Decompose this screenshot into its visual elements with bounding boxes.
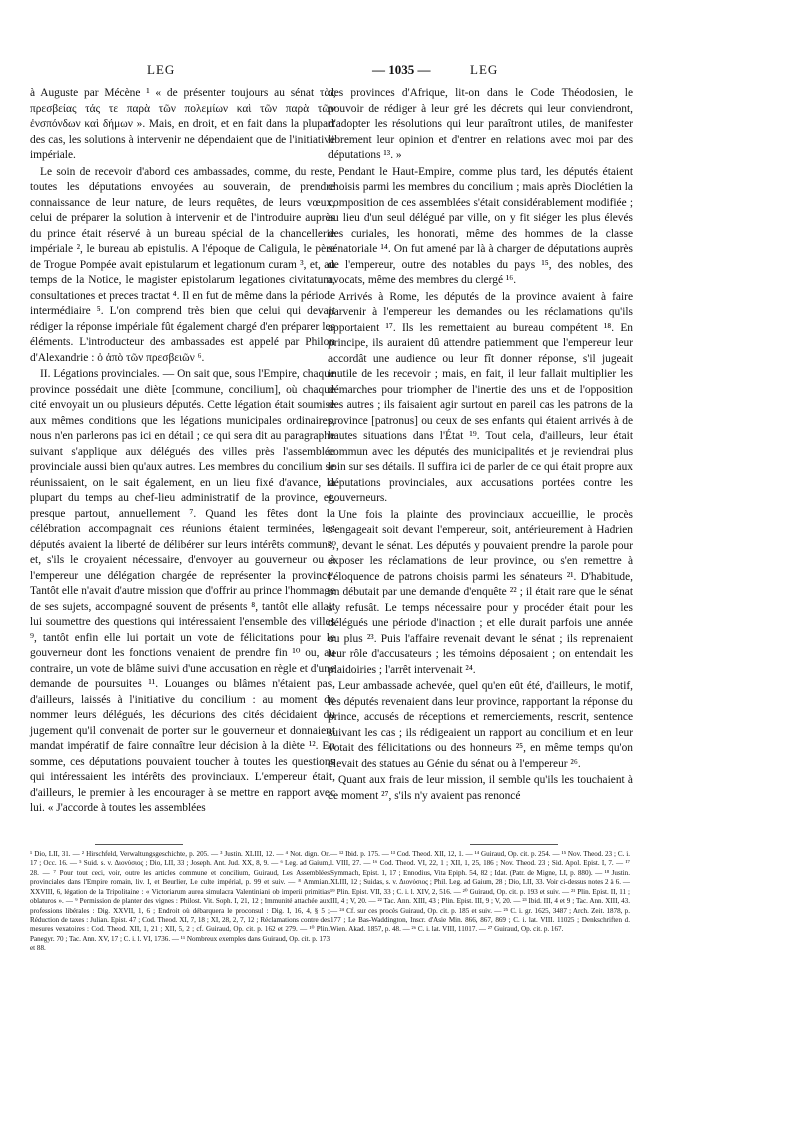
- right-column: [328, 86, 633, 805]
- paragraph: Leur ambassade achevée, quel qu'en eût été, d'ailleurs, le motif, les députés revenaient dans leur province, rapportant la réponse du prince, accusés de réceptions et remerciements, rescrit, sentence suivant les cas ; ils rédigeaient un rapport au concilium et en leur votait des félicitations ou des honneurs ²⁵, en même temps qu'on élevait des statues au Génie du sénat ou à l'empereur ²⁶.: [328, 680, 633, 770]
- page-number: — 1035 —: [372, 62, 431, 77]
- left-column: [30, 86, 335, 818]
- footnote-divider: [95, 844, 183, 845]
- paragraph: Une fois la plainte des provinciaux accueillie, le procès s'engageait soit devant l'empereur, soit, antérieurement à Hadrien ²⁰, devant le sénat. Les députés y pouvaient prendre la parole pour exposer les réclamations de leur province, ou s'en remettre à l'éloquence de patrons choisis parmi les sénateurs ²¹. D'habitude, on débutait par une demande d'enquête ²² ; il était rare que le sénat s'y refusât. Le temps nécessaire pour y procéder était pour les délégués une période d'inaction ; et elle durait parfois une année ou plus ²³. Puis l'affaire revenait devant le sénat ; ils reprenaient leur rôle d'accusateurs ; les témoins déposaient ; on entendait les plaidoiries ; l'arrêt intervenait ²⁴.: [328, 508, 633, 676]
- paragraph: des provinces d'Afrique, lit-on dans le Code Théodosien, le pouvoir de rédiger à leur gré les décrets qui leur conviendront, d'adopter les résolutions qui leur paraîtront utiles, de manifester librement leur opinion et d'entrer en relations avec moi par des députations ¹³. »: [328, 87, 633, 161]
- paragraph: Le soin de recevoir d'abord ces ambassades, comme, du reste, toutes les députations envoyées au souverain, de prendre connaissance de leur nature, de leurs requêtes, de leurs vœux, celui de préparer la solution à intervenir et de l'introduire auprès du prince était réservé à un bureau spécial de la chancellerie impériale ², le bureau ab epistulis. A l'époque de Caligula, le père de Trogue Pompée avait epistularum et legationum curam ³, et, au temps de la Notice, le magister epistolarum legationes civitatum, consultationes et preces tractat ⁴. Il en fut de même dans la période intermédiaire ⁵. L'on comprend très bien que celui qui devait rédiger la réponse impériale fût également chargé d'en préparer les éléments. L'introducteur des ambassades est appelé par Philon d'Alexandrie : ὁ ἀπὸ τῶν πρεσβειῶν ⁶.: [30, 165, 335, 364]
- footnotes-right: — ¹² Ibid. p. 175. — ¹³ Cod. Theod. XII, 12, 1. — ¹⁴ Guiraud, Op. cit. p. 254. — ¹⁵ Nov. Theod. 23 ; C. i. l. VIII, 27. — ¹⁶ Cod. Theod. VI, 22, 1 ; XII, 1, 25, 186 ; Nov. Theod. 23 ; Sid. Apol. Epist. I, 7. — ¹⁷ Symmach, Epist. 1, 17 ; Ennodius, Vita Epiph. 54, 82 ; Idat. (Patr. de Migne, LI, p. 880). — ¹⁸ Justin. XLIII, 12 ; Suidas, s. v. Διονύσιος ; Phil. Leg. ad Gaium, 28 ; Dio, LII, 33. Voir ci-dessus notes 2 à 6. — ¹⁹ Plin. Epist. VII, 33 ; C. i. l. XIV, 2, 516. — ²⁰ Guiraud, Op. cit. p. 193 et suiv. — ²¹ Plin. Epist. II, 11 ; III, 4 ; V, 20. — ²² Tac. Ann. XIII, 43 ; Plin. Epist. III, 9 ; V, 20. — ²³ Ibid. III, 4 et 9 ; Tac. Ann. XIII, 43. — ²⁴ Cf. sur ces procès Guiraud, Op. cit. p. 185 et suiv. — ²⁵ C. i. gr. 1625, 3487 ; Arch. Zeit. 1878, p. 177 ; Le Bas-Waddington, Inscr. d'Asie Min. 866, 867, 869 ; C. i. lat. VIII. 11025 ; Denkschriften d. Wien. Akad. 1857, p. 48. — ²⁶ C. i. lat. VIII, 11017. — ²⁷ Guiraud, Op. cit. p. 167.: [330, 850, 630, 934]
- page-header: [0, 62, 800, 82]
- paragraph: Quant aux frais de leur mission, il semble qu'ils les touchaient à ce moment ²⁷, s'ils n'y avaient pas renoncé: [328, 774, 633, 802]
- paragraph: à Auguste par Mécène ¹ « de présenter toujours au sénat τὰς πρεσβείας τάς τε παρὰ τῶν πολεμίων καὶ τῶν παρὰ τῶν ἐνσπόνδων καὶ δήμων ». Mais, en droit, et en fait dans la plupart des cas, les solutions à intervenir ne dépendaient que de l'initiative impériale.: [30, 87, 335, 161]
- paragraph: Pendant le Haut-Empire, comme plus tard, les députés étaient choisis parmi les membres du concilium ; mais après Dioclétien la composition de ces assemblées s'était considérablement modifiée ; au lieu d'un seul délégué par ville, on y fit siéger les plus élevés des curiales, les honorati, même des hommes de la classe sénatoriale ¹⁴. On fut amené par là à charger de députations auprès de l'empereur, outre des notables du pays ¹⁵, des nobles, des avocats, même des membres du clergé ¹⁶.: [328, 165, 633, 286]
- header-left-keyword: LEG: [147, 62, 176, 77]
- footnotes-left: ¹ Dio, LII, 31. — ² Hirschfeld, Verwaltungsgeschichte, p. 205. — ³ Justin. XLIII, 12. — ⁴ Not. dign. Or. 17 ; Occ. 16. — ⁵ Suid. s. v. Διονύσιος ; Dio, LII, 33 ; Joseph. Ant. Jud. XX, 8, 9. — ⁶ Leg. ad Gaium, 28. — ⁷ Pour tout ceci, voir, outre les articles commune et concilium, Guiraud, Les Assemblées provinciales dans l'Empire romain, liv. I, et Beurlier, Le culte impérial, p. 99 et suiv. — ⁸ Ammian. XXVIII, 6, légation de la Tripolitaine : « Victoriarum aurea simulacra Valentiniani ob imperii primitias oblaturos ». — ⁹ Permission de planter des vignes : Philost. Vit. Soph. I, 21, 12 ; Immunité attachée aux professions libérales : Dig. XXVII, 1, 6 ; Endroit où débarquera le proconsul : Dig. I, 16, 4, § 5 ; Réduction de taxes : Julian. Epist. 47 ; Cod. Theod. XI, 7, 18 ; XI, 28, 2, 7, 12 ; Réclamations contre des mesures vexatoires : Cod. Theod. XII, 1, 21 ; XII, 5, 2 ; cf. Guiraud, Op. cit. p. 162 et 279. — ¹⁰ Plin. Panegyr. 70 ; Tac. Ann. XV, 17 ; C. i. l. VI, 1736. — ¹¹ Nombreux exemples dans Guiraud, Op. cit. p. 173 et 88.: [30, 850, 330, 953]
- footnote-divider: [470, 844, 558, 845]
- header-right-keyword: LEG: [470, 62, 499, 77]
- paragraph: Arrivés à Rome, les députés de la province avaient à faire parvenir à l'empereur les demandes ou les réclamations qu'ils apportaient ¹⁷. Ils les remettaient au bureau compétent ¹⁸. En principe, ils auraient dû attendre patiemment que l'empereur leur accordât une audience ou leur fît donner réponse, s'il jugeait inutile de les recevoir ; mais, en fait, il leur fallait multiplier les démarches pour triompher de l'inertie des uns et de l'opposition des autres ; ils faisaient agir surtout en pareil cas les patrons de la province [patronus] ou ceux de ses enfants qui étaient arrivés à de hautes situations dans l'État ¹⁹. Tout cela, d'ailleurs, leur était commun avec les députés des municipalités et je reviendrai plus loin sur ses détails. Il suffira ici de parler de ce qui était propre aux députations provinciales, aux accusations portées contre les gouverneurs.: [328, 290, 633, 504]
- paragraph: II. Légations provinciales. — On sait que, sous l'Empire, chaque province possédait une diète [commune, concilium], où chaque cité envoyait un ou plusieurs députés. Cette légation était soumise aux mêmes conditions que les légations municipales ordinaires, nous n'en parlerons pas ici en détail ; ce qui sera dit au paragraphe suivant s'applique aux délégués des villes près l'assemblée provinciale aussi bien qu'aux autres. Les membres du concilium se réunissaient, on le sait également, en un lieu fixé d'avance, la plupart du temps au chef-lieu administratif de la province, et, presque partout, annuellement ⁷. Quand les fêtes dont la célébration accompagnait ces réunions étaient terminées, les députés avaient la liberté de délibérer sur leurs intérêts communs, et, s'ils le croyaient nécessaire, d'envoyer au gouverneur ou à l'empereur une délégation chargée de représenter la province. Tantôt elle n'avait d'autre mission que d'offrir au prince l'hommage de ses sujets, accompagné souvent de présents ⁸, tantôt elle allait lui soumettre des questions qui intéressaient l'ensemble des villes ⁹, tantôt enfin elle lui portait un vote de félicitations pour le gouverneur dont les fonctions venaient de prendre fin ¹⁰ ou, au contraire, un vote de blâme suivi d'une accusation en règle et d'une demande de poursuites ¹¹. Louanges ou blâmes n'étaient pas, d'ailleurs, laissés à l'initiative du concilium : au moment de nommer leurs délégués, les décurions des cités décidaient du jugement qu'il convenait de porter sur le gouverneur et donnaient mandat impératif de faire connaître leur décision à la diète ¹². En somme, ces députations pouvaient toucher à toutes les questions qui intéressaient les intérêts des provinciaux. L'empereur était, d'ailleurs, le premier à les encourager à se mettre en rapport avec lui. « J'accorde à toutes les assemblées: [30, 368, 335, 814]
